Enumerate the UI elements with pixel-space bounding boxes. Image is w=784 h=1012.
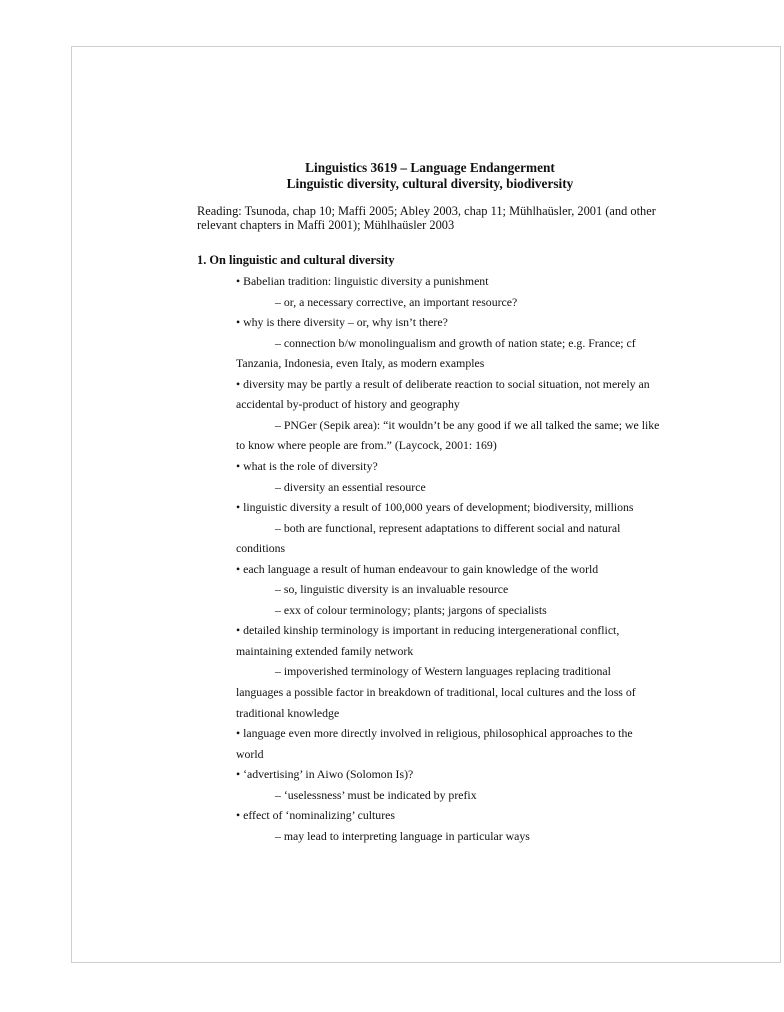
sub-point: – impoverished terminology of Western languages replacing traditional xyxy=(275,664,611,678)
bullet-point: • language even more directly involved in religious, philosophical approaches to the xyxy=(236,726,633,740)
sub-point: – connection b/w monolingualism and growth of nation state; e.g. France; cf xyxy=(275,336,636,350)
section-heading: 1. On linguistic and cultural diversity xyxy=(197,253,395,267)
bullet-point: • Babelian tradition: linguistic diversity a punishment xyxy=(236,274,489,288)
sub-point: – or, a necessary corrective, an important resource? xyxy=(275,295,518,309)
wrapped-line: accidental by-product of history and geography xyxy=(236,397,460,411)
bullet-point: • detailed kinship terminology is important in reducing intergenerational conflict, xyxy=(236,623,620,637)
bullet-point: • linguistic diversity a result of 100,000 years of development; biodiversity, millions xyxy=(236,500,634,514)
bullet-point: • ‘advertising’ in Aiwo (Solomon Is)? xyxy=(236,767,414,781)
bullet-point: • what is the role of diversity? xyxy=(236,459,378,473)
document-title: Linguistics 3619 – Language Endangerment xyxy=(305,160,555,175)
wrapped-line: Tanzania, Indonesia, even Italy, as modern examples xyxy=(236,356,485,370)
wrapped-line: world xyxy=(236,747,264,761)
sub-point: – PNGer (Sepik area): “it wouldn’t be any good if we all talked the same; we like xyxy=(275,418,660,432)
reading-line: relevant chapters in Maffi 2001); Mühlhaüsler 2003 xyxy=(197,217,455,232)
reading-line: Reading: Tsunoda, chap 10; Maffi 2005; Abley 2003, chap 11; Mühlhaüsler, 2001 (and other xyxy=(197,204,656,218)
sub-point: – exx of colour terminology; plants; jargons of specialists xyxy=(275,603,547,617)
wrapped-line: traditional knowledge xyxy=(236,706,340,720)
reading-list xyxy=(197,205,667,232)
sub-point: – may lead to interpreting language in particular ways xyxy=(275,829,530,843)
bullet-point: • effect of ‘nominalizing’ cultures xyxy=(236,808,395,822)
document-subtitle: Linguistic diversity, cultural diversity, biodiversity xyxy=(286,176,574,191)
bullet-point: • each language a result of human endeavour to gain knowledge of the world xyxy=(236,562,599,576)
sub-point: – diversity an essential resource xyxy=(275,480,426,494)
sub-point: – both are functional, represent adaptations to different social and natural xyxy=(275,521,621,535)
bullet-point: • diversity may be partly a result of deliberate reaction to social situation, not merely an xyxy=(236,377,650,391)
wrapped-line: to know where people are from.” (Laycock, 2001: 169) xyxy=(236,438,497,452)
sub-point: – ‘uselessness’ must be indicated by prefix xyxy=(275,788,477,802)
bullet-point: • why is there diversity – or, why isn’t there? xyxy=(236,315,448,329)
wrapped-line: languages a possible factor in breakdown of traditional, local cultures and the loss of xyxy=(236,685,636,699)
wrapped-line: conditions xyxy=(236,541,286,555)
sub-point: – so, linguistic diversity is an invaluable resource xyxy=(275,582,509,596)
wrapped-line: maintaining extended family network xyxy=(236,644,414,658)
